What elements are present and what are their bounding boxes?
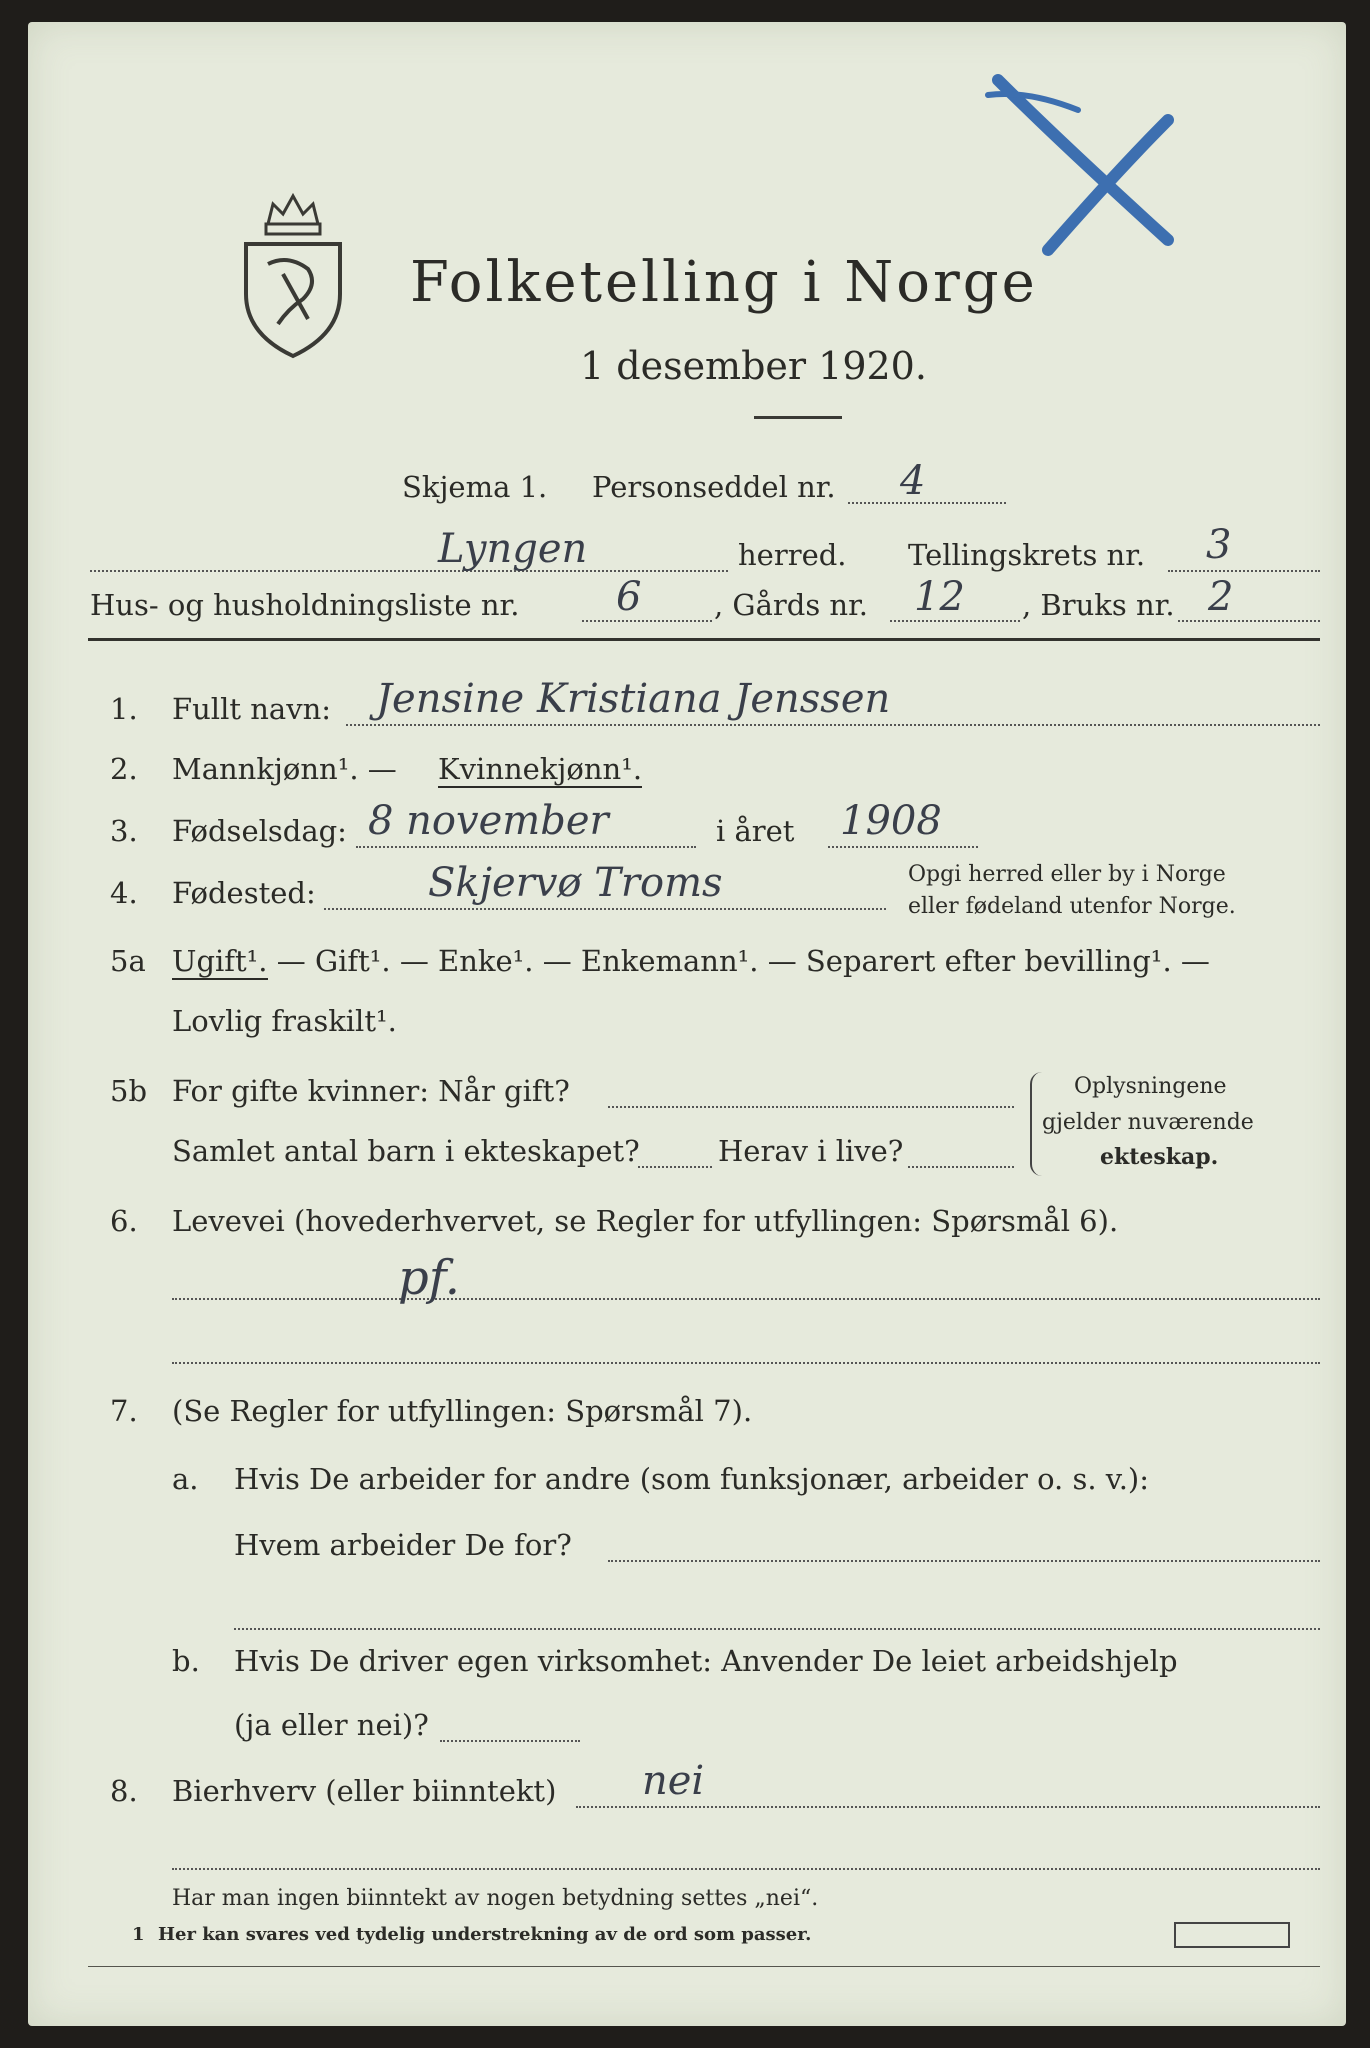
tellingskrets-line — [1168, 570, 1320, 572]
gards-line — [890, 620, 1020, 622]
hus-value: 6 — [616, 574, 642, 620]
q5b-note2: gjelder nuværende — [1042, 1110, 1254, 1135]
q2-number: 2. — [110, 752, 138, 786]
personseddel-label: Personseddel nr. — [592, 470, 836, 504]
q4-label: Fødested: — [172, 876, 316, 910]
q8-line2 — [172, 1868, 1320, 1870]
unmarried-option: Ugift¹. — [172, 944, 268, 978]
q5b-children-label: Samlet antal barn i ekteskapet? — [172, 1134, 640, 1168]
printer-stamp — [1174, 1922, 1290, 1948]
q1-label: Fullt navn: — [172, 692, 332, 726]
census-form-page — [28, 22, 1346, 2026]
q5b-children-line — [638, 1166, 712, 1168]
q7a-line1 — [608, 1560, 1320, 1562]
q7-label: (Se Regler for utfyllingen: Spørsmål 7). — [172, 1394, 753, 1428]
q5b-alive-label: Herav i live? — [718, 1134, 904, 1168]
q1-number: 1. — [110, 692, 138, 726]
q7a-letter: a. — [172, 1462, 199, 1496]
q8-line1 — [576, 1806, 1320, 1808]
herred-value: Lyngen — [438, 526, 588, 572]
q4-line — [324, 908, 886, 910]
header-divider — [88, 638, 1320, 641]
q7b-letter: b. — [172, 1644, 200, 1678]
footnote-text: Her kan svares ved tydelig understrekning av de ord som passer. — [158, 1924, 812, 1945]
bruks-line — [1178, 620, 1320, 622]
hus-line — [582, 620, 712, 622]
q5b-alive-line — [908, 1166, 1014, 1168]
q3-label: Fødselsdag: — [172, 814, 347, 848]
q8-label: Bierhverv (eller biinntekt) — [172, 1774, 557, 1808]
herred-line — [90, 570, 728, 572]
q1-line — [346, 724, 1320, 726]
side-income-value: nei — [642, 1758, 705, 1804]
q4-number: 4. — [110, 876, 138, 910]
footnote-number: 1 — [132, 1924, 145, 1945]
birthdate-value: 8 november — [368, 798, 609, 844]
divorced-option: Lovlig fraskilt¹. — [172, 1004, 397, 1038]
schema-label: Skjema 1. — [402, 470, 548, 504]
marital-options: — Gift¹. — Enke¹. — Enkemann¹. — Separert efter bevilling¹. — — [267, 944, 1210, 978]
q6-number: 6. — [110, 1204, 138, 1238]
coat-of-arms-emblem — [238, 184, 348, 364]
tellingskrets-value: 3 — [1206, 522, 1232, 568]
personseddel-value: 4 — [900, 458, 926, 504]
q7b-text: Hvis De driver egen virksomhet: Anvender De leiet arbeidshjelp — [234, 1644, 1178, 1678]
female-option: Kvinnekjønn¹. — [438, 752, 643, 786]
q5b-label: For gifte kvinner: Når gift? — [172, 1074, 570, 1108]
q6-line1 — [172, 1298, 1320, 1300]
q5b-number: 5b — [110, 1074, 148, 1108]
q7b-text2: (ja eller nei)? — [234, 1708, 429, 1742]
q8-number: 8. — [110, 1774, 138, 1808]
q7b-line — [440, 1740, 580, 1742]
q5b-note1: Oplysningene — [1074, 1074, 1227, 1099]
q5b-married-line — [608, 1106, 1014, 1108]
birthplace-value: Skjervø Troms — [428, 860, 723, 906]
q3-year-label: i året — [716, 814, 795, 848]
q7a-text: Hvis De arbeider for andre (som funksjonær, arbeider o. s. v.): — [234, 1462, 1150, 1496]
tellingskrets-label: Tellingskrets nr. — [908, 538, 1146, 572]
personseddel-line — [848, 502, 1006, 504]
q7a-text2: Hvem arbeider De for? — [234, 1528, 572, 1562]
q3-date-line — [356, 846, 696, 848]
q7-number: 7. — [110, 1394, 138, 1428]
occupation-value: pf. — [398, 1250, 461, 1306]
q5a-number: 5a — [110, 944, 146, 978]
q4-note-line2: eller fødeland utenfor Norge. — [908, 894, 1236, 919]
gards-label: , Gårds nr. — [714, 588, 868, 622]
full-name-value: Jensine Kristiana Jenssen — [376, 676, 891, 722]
q4-note-line1: Opgi herred eller by i Norge — [908, 862, 1226, 887]
form-title: Folketelling i Norge — [410, 250, 1038, 315]
bruks-value: 2 — [1208, 574, 1234, 620]
q3-number: 3. — [110, 814, 138, 848]
bruks-label: , Bruks nr. — [1022, 588, 1175, 622]
census-date: 1 desember 1920. — [580, 344, 927, 388]
hus-label: Hus- og husholdningsliste nr. — [90, 588, 520, 622]
birth-year-value: 1908 — [840, 798, 942, 844]
title-divider — [754, 416, 842, 419]
male-option: Mannkjønn¹. — — [172, 752, 397, 786]
q6-line2 — [172, 1362, 1320, 1364]
q5b-note3: ekteskap. — [1100, 1144, 1219, 1170]
blue-x-mark — [968, 50, 1198, 270]
footnote-divider — [88, 1966, 1320, 1967]
q6-label: Levevei (hovederhvervet, se Regler for utfyllingen: Spørsmål 6). — [172, 1204, 1119, 1238]
q3-year-line — [828, 846, 978, 848]
side-income-note: Har man ingen biinntekt av nogen betydning settes „nei“. — [172, 1886, 819, 1911]
gards-value: 12 — [914, 574, 965, 620]
herred-label: herred. — [738, 538, 847, 572]
q7a-line2 — [234, 1628, 1320, 1630]
